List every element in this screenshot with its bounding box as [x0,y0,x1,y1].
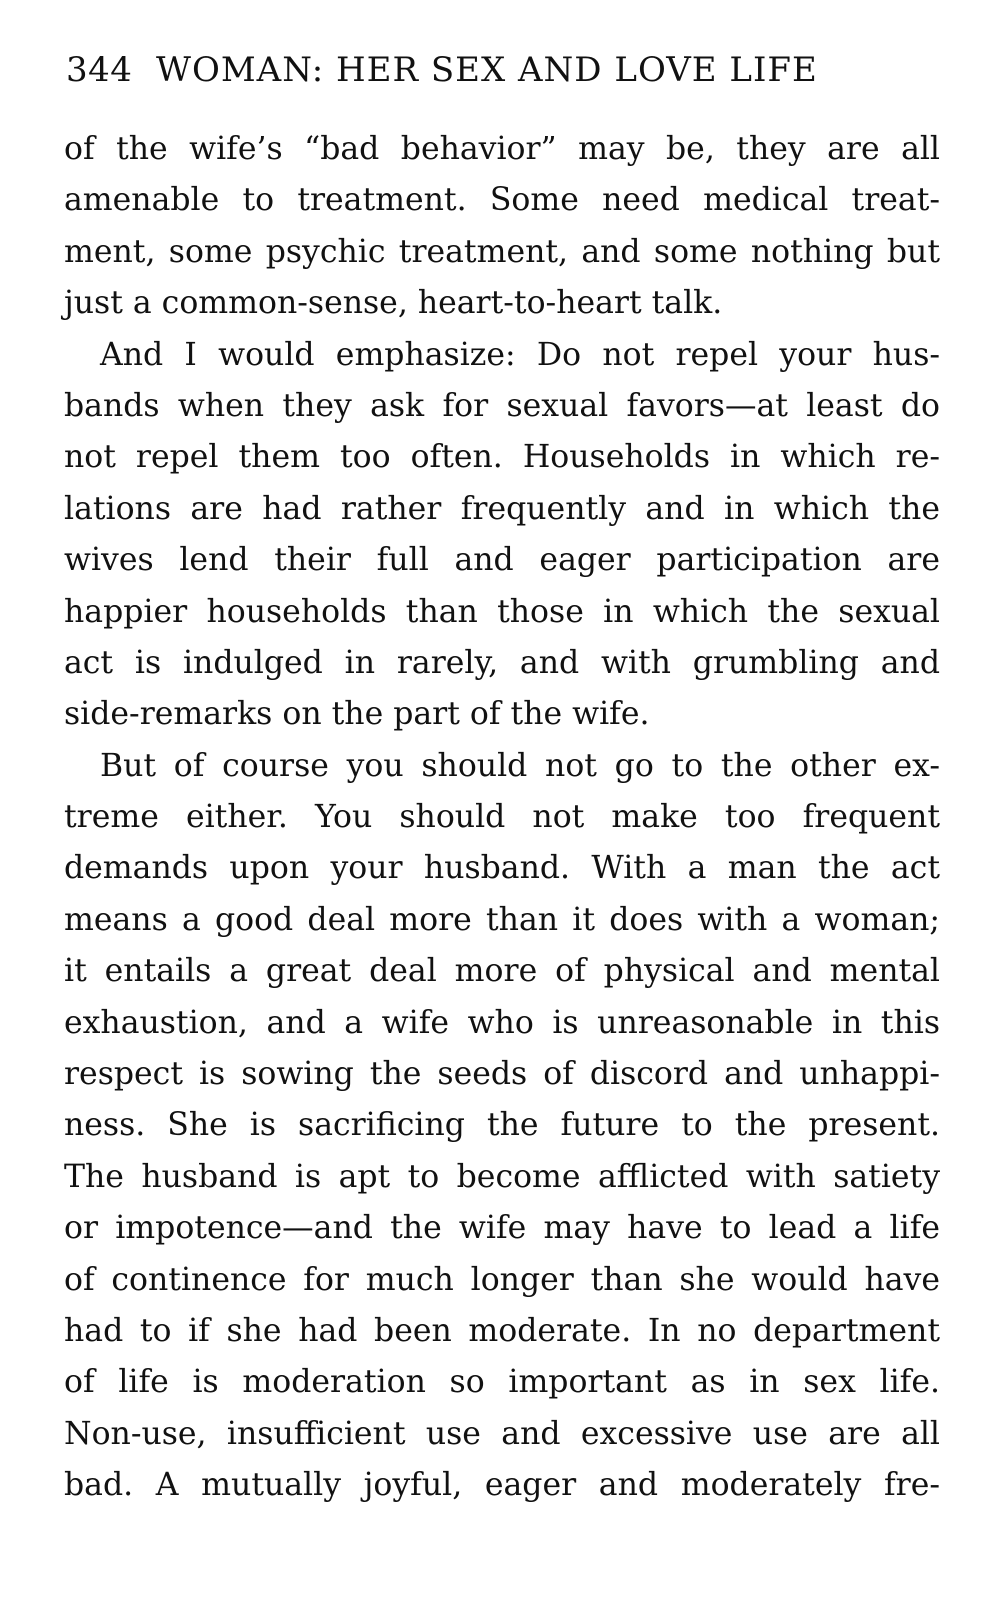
running-head [66,46,926,94]
text-line: of continence for much longer than she would have [64,1261,940,1298]
paragraph-start-line: And I would emphasize: Do not repel your hus- [100,336,940,373]
paragraph-start-line: But of course you should not go to the other ex- [100,747,940,784]
text-line: happier households than those in which the sexual [64,593,940,630]
text-line: not repel them too often. Households in which re- [64,439,940,476]
paragraph-end-line: side-remarks on the part of the wife. [64,696,650,733]
text-line: or impotence—and the wife may have to lead a life [64,1210,940,1247]
book-title: WOMAN: HER SEX AND LOVE LIFE [156,50,818,90]
text-line: act is indulged in rarely, and with grumbling and [64,644,940,681]
text-line: it entails a great deal more of physical and mental [64,953,940,990]
text-line: amenable to treatment. Some need medical treat- [64,182,940,219]
text-line: of life is moderation so important as in sex life. [64,1364,940,1401]
page-number: 344 [66,50,133,90]
paragraph-end-line: just a common-sense, heart-to-heart talk. [64,285,723,322]
body-text [64,124,940,1512]
text-line: ness. She is sacrificing the future to the present. [64,1107,940,1144]
text-line: exhaustion, and a wife who is unreasonable in this [64,1004,940,1041]
text-line: bands when they ask for sexual favors—at least do [64,387,940,424]
text-line: means a good deal more than it does with a woman; [64,901,940,938]
text-line: treme either. You should not make too frequent [64,799,940,836]
text-line: lations are had rather frequently and in which the [64,490,940,527]
text-line: ment, some psychic treatment, and some nothing but [64,233,940,270]
text-line: wives lend their full and eager participation are [64,542,940,579]
text-line: of the wife’s “bad behavior” may be, they are all [64,131,940,167]
text-line: bad. A mutually joyful, eager and moderately fre- [64,1467,940,1504]
text-line: demands upon your husband. With a man the act [64,850,940,887]
text-line: The husband is apt to become afflicted with satiety [64,1158,940,1195]
text-line: Non-use, insufficient use and excessive use are all [64,1415,940,1452]
text-line: had to if she had been moderate. In no department [64,1312,940,1349]
text-line: respect is sowing the seeds of discord and unhappi- [64,1056,940,1093]
